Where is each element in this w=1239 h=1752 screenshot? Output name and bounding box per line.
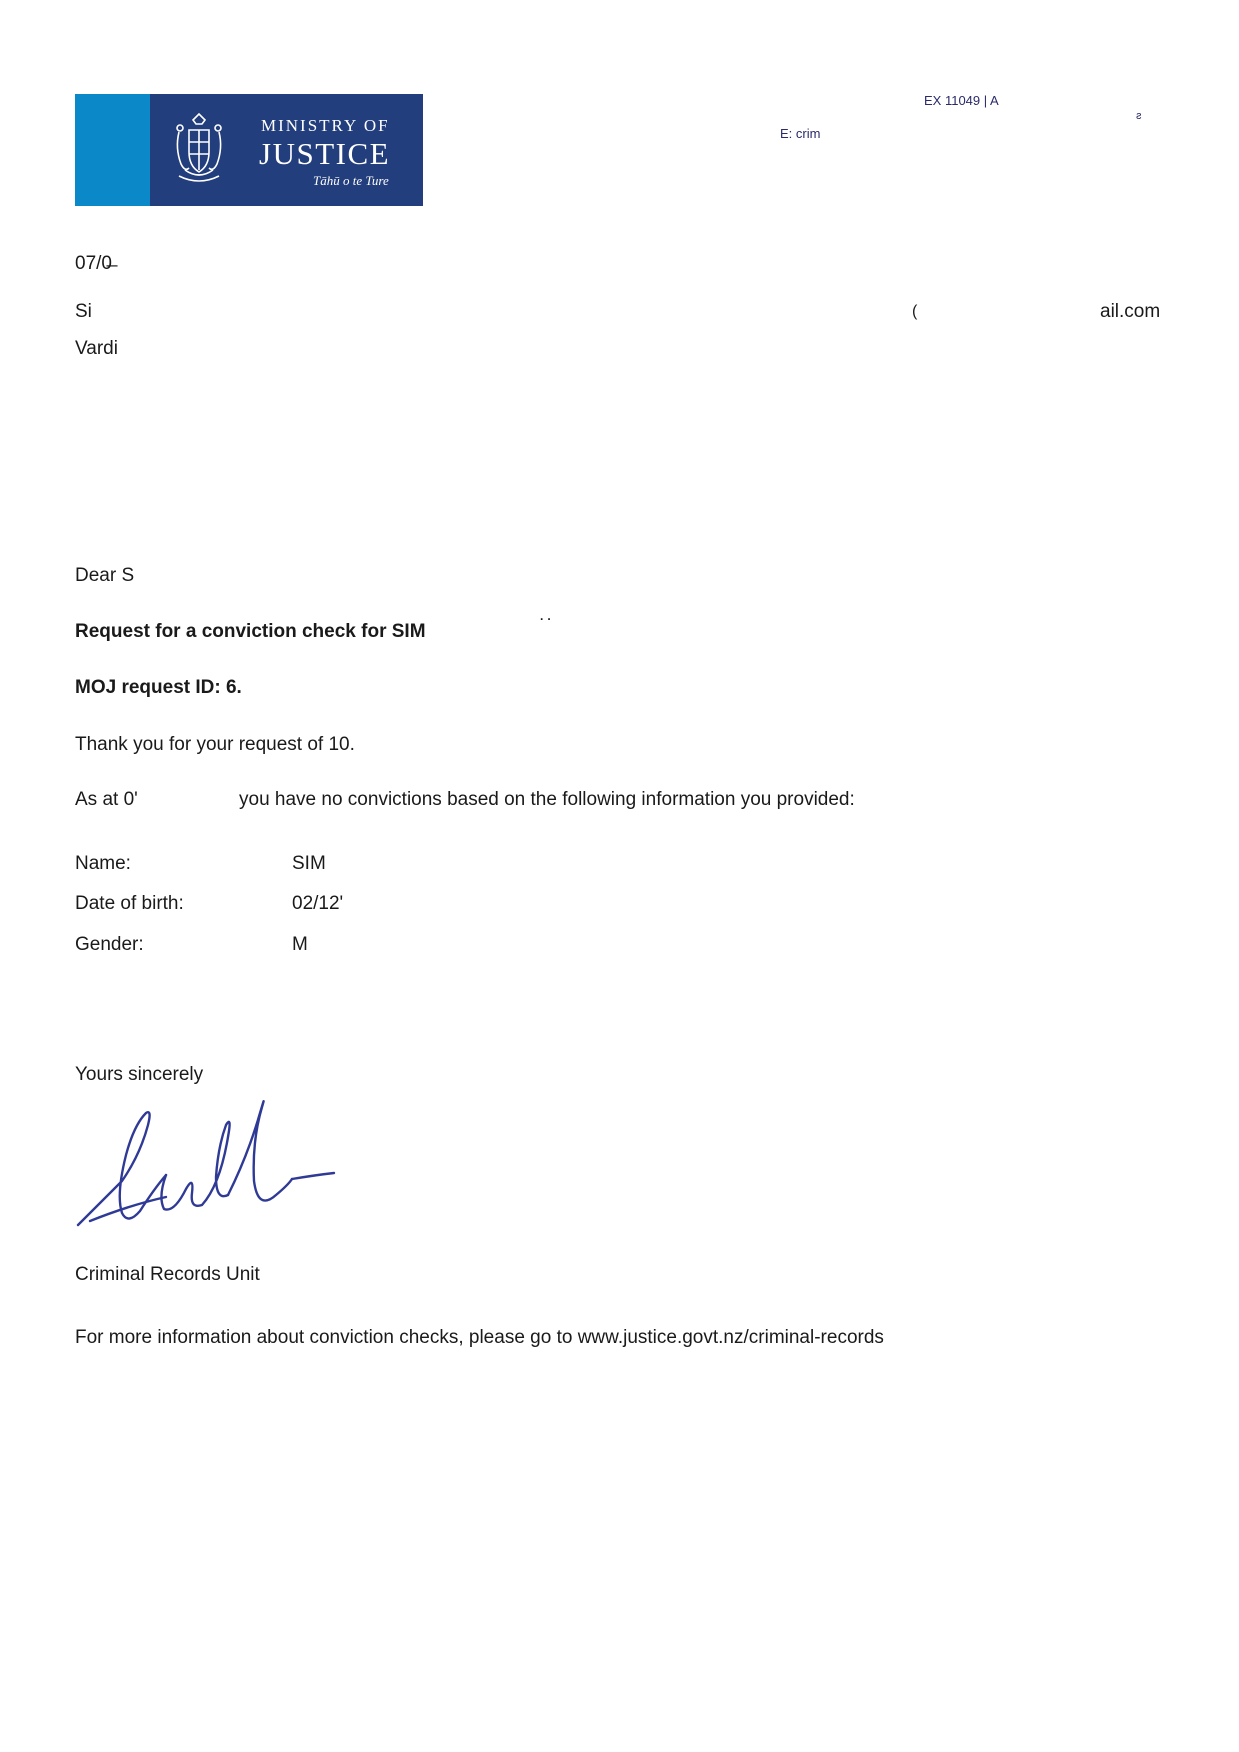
letter-date: 07/0̶ bbox=[75, 253, 112, 274]
recipient-name: Si bbox=[75, 301, 92, 322]
coat-of-arms-icon bbox=[171, 112, 227, 188]
closing: Yours sincerely bbox=[75, 1064, 204, 1085]
reference-number: EX 11049 | A bbox=[924, 93, 999, 108]
logo-tagline: Tāhū o te Ture bbox=[313, 173, 389, 188]
detail-label: Gender: bbox=[75, 934, 144, 955]
detail-label: Name: bbox=[75, 853, 131, 874]
recipient-email-start: ( bbox=[912, 303, 918, 320]
subject-line: Request for a conviction check for SIM bbox=[75, 621, 426, 642]
detail-label: Date of birth: bbox=[75, 893, 184, 914]
header-mark: ƨ bbox=[1136, 110, 1142, 122]
signature bbox=[70, 1085, 340, 1240]
ministry-logo bbox=[75, 94, 423, 206]
signatory-unit: Criminal Records Unit bbox=[75, 1264, 260, 1285]
salutation: Dear S bbox=[75, 565, 135, 586]
as-at-date: As at 0' bbox=[75, 789, 138, 810]
request-id: MOJ request ID: 6. bbox=[75, 677, 242, 698]
recipient-line2: Vardi bbox=[75, 338, 118, 359]
footer-info: For more information about conviction checks, please go to www.justice.govt.nz/criminal-records bbox=[75, 1327, 884, 1348]
subject-tail: · · bbox=[540, 612, 552, 626]
detail-value: M bbox=[292, 934, 308, 955]
recipient-email-end: ail.com bbox=[1100, 301, 1161, 322]
thanks-line: Thank you for your request of 10. bbox=[75, 734, 355, 755]
logo-justice-text: JUSTICE bbox=[259, 136, 391, 171]
detail-value: 02/12' bbox=[292, 893, 344, 914]
logo-ministry-text: MINISTRY OF bbox=[261, 116, 390, 135]
logo-stripe bbox=[75, 94, 150, 206]
detail-value: SIM bbox=[292, 853, 326, 874]
contact-email: E: crim bbox=[780, 126, 821, 141]
result-statement: you have no convictions based on the following information you provided: bbox=[239, 789, 855, 810]
